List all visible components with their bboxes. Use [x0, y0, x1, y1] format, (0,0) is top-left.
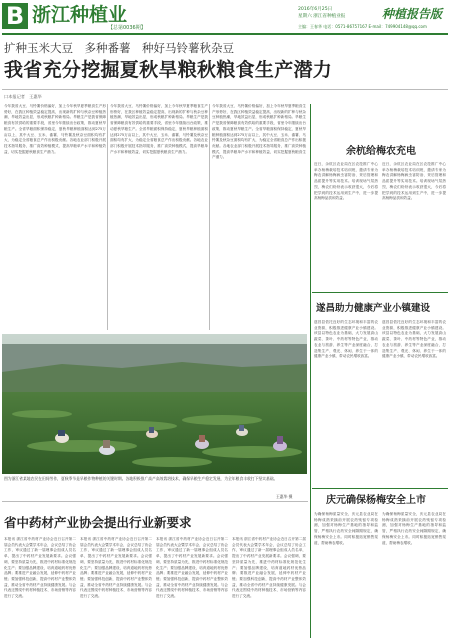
masthead-rule [2, 33, 448, 35]
sidebar-divider [310, 104, 311, 638]
weekday-line: 星期六 浙江省种植业报 [298, 14, 346, 19]
lead-kicker: 扩种玉米大豆 多种番薯 种好马铃薯秋杂豆 [4, 41, 234, 55]
sidebar1-headline: 余杭给梅农充电 [346, 146, 416, 157]
article2-body: 本报讯 浙江省中药材产业协会近日召开第二届会员代表大会暨学术年会，会议总结了协会工作，审议通过了新一届理事会组成人员名单，提出了中药材产业发展新要求。会议强调，要坚持质量为先，推进中药材标准化规范化生产；要加强品牌建设，培育道地药材优势品牌；要推进产业融合发展，延伸中药材产业链；要加强科技创新，提高中药材产业整体效益，推动全省中药材产业持续健康发展。与会代表还围绕中药材种植技术、市场营销等内容进行了交流。 [4, 537, 76, 599]
lead-byline: 口本报记者 王惠华 [4, 94, 42, 99]
sidebar3-body-col2: 为确保杨梅质量安全，庆元县农业局在杨梅成熟采摘前开展农药残留专项检测，加强对杨梅生产基地的指导和监管，严格执行农药安全间隔期规定，确保杨梅安全上市。同时积极拓宽销售渠道，帮助梅农增收。 [382, 512, 446, 545]
sidebar2-headline: 遂昌助力健康产业小镇建设 [316, 303, 431, 314]
editor-line: 主编：王春华 电话：0571-86757167 E-mail：749904148@qq.com [298, 24, 427, 29]
sidebar2-body: 遂昌县依托良好的生态环境和丰富的农业资源，积极推进健康产业小镇建设。该县以特色农业为基础，大力发展高山蔬菜、茶叶、中药材等特色产业，推动农业与旅游、养生等产业深度融合，打造集生产、观光、休闲、养生于一体的健康产业小镇，带动农民增收致富。 [314, 320, 378, 359]
issue-number: 【总第0036期】 [108, 25, 146, 31]
sidebar3-headline: 庆元确保杨梅安全上市 [326, 495, 426, 506]
section-letter: B [2, 3, 28, 29]
column-divider [107, 104, 108, 330]
photo-credit: 王惠华 摄 [276, 494, 293, 499]
sidebar1-body: 近日，余杭区农业局在区农技推广中心举办杨梅栽培技术培训班，邀请专家为梅农讲解杨梅病虫害防治、采后管理和品质提升等实用技术。培训现场气氛热烈，梅农们纷纷表示收获很大，今后将把学到的技术运用到生产中，进一步提高杨梅品质和效益。 [314, 162, 378, 201]
masthead [0, 0, 450, 34]
sidebar-rule [312, 292, 448, 293]
column-divider [209, 104, 210, 330]
field-photo [2, 334, 307, 474]
paper-name: 种植报告版 [382, 7, 443, 21]
lead-body: 今年我省大豆、马铃薯价格偏好，加上今年秋旱夏季粮食生产形势好，在我区种植效益稳定提高，出现新的扩种与秋杂豆种植热潮，旱地效益出显，形成秋粮扩种新格局。旱粮生产是我省保障粮食有效供给的重要手段，省里今年继续出台政策，推动夏秋旱粮生产。全省旱粮面积保持稳定，夏秋旱粮种植面积达到275万亩以上，其中大豆、玉米、番薯、马铃薯及秋杂豆面积均有扩大，为稳定全省粮食总产作出积极贡献。各地农业部门积极开展技术指导服务，推广高效种植模式，提高旱粮单产水平和种植效益，切实挖掘夏秋粮食生产潜力。 [4, 104, 106, 154]
sidebar1-body-col2: 近日，余杭区农业局在区农技推广中心举办杨梅栽培技术培训班，邀请专家为梅农讲解杨梅病虫害防治、采后管理和品质提升等实用技术。培训现场气氛热烈，梅农们纷纷表示收获很大，今后将把学到的技术运用到生产中，进一步提高杨梅品质和效益。 [382, 162, 446, 201]
article2-headline: 省中药材产业协会提出行业新要求 [4, 515, 192, 530]
lead-body-col3: 今年我省大豆、马铃薯价格偏好，加上今年秋旱夏季粮食生产形势好，在我区种植效益稳定提高，出现新的扩种与秋杂豆种植热潮，旱地效益出显，形成秋粮扩种新格局。旱粮生产是我省保障粮食有效供给的重要手段，省里今年继续出台政策，推动夏秋旱粮生产。全省旱粮面积保持稳定，夏秋旱粮种植面积达到275万亩以上，其中大豆、玉米、番薯、马铃薯及秋杂豆面积均有扩大，为稳定全省粮食总产作出积极贡献。各地农业部门积极开展技术指导服务，推广高效种植模式，提高旱粮单产水平和种植效益，切实挖掘夏秋粮食生产潜力。 [212, 104, 306, 160]
article2-body-col2: 本报讯 浙江省中药材产业协会近日召开第二届会员代表大会暨学术年会，会议总结了协会工作，审议通过了新一届理事会组成人员名单，提出了中药材产业发展新要求。会议强调，要坚持质量为先，推进中药材标准化规范化生产；要加强品牌建设，培育道地药材优势品牌；要推进产业融合发展，延伸中药材产业链；要加强科技创新，提高中药材产业整体效益，推动全省中药材产业持续健康发展。与会代表还围绕中药材种植技术、市场营销等内容进行了交流。 [80, 537, 152, 599]
article2-body-col3: 本报讯 浙江省中药材产业协会近日召开第二届会员代表大会暨学术年会，会议总结了协会工作，审议通过了新一届理事会组成人员名单，提出了中药材产业发展新要求。会议强调，要坚持质量为先，推进中药材标准化规范化生产；要加强品牌建设，培育道地药材优势品牌；要推进产业融合发展，延伸中药材产业链；要加强科技创新，提高中药材产业整体效益，推动全省中药材产业持续健康发展。与会代表还围绕中药材种植技术、市场营销等内容进行了交流。 [156, 537, 228, 599]
lead-headline: 我省充分挖掘夏秋旱粮秋粮食生产潜力 [4, 59, 333, 81]
sidebar2-body-col2: 遂昌县依托良好的生态环境和丰富的农业资源，积极推进健康产业小镇建设。该县以特色农业为基础，大力发展高山蔬菜、茶叶、中药材等特色产业，推动农业与旅游、养生等产业深度融合，打造集生产、观光、休闲、养生于一体的健康产业小镇，带动农民增收致富。 [382, 320, 446, 359]
section-title: 浙江种植业 [32, 4, 128, 26]
lead-body-col2: 今年我省大豆、马铃薯价格偏好，加上今年秋旱夏季粮食生产形势好，在我区种植效益稳定提高，出现新的扩种与秋杂豆种植热潮，旱地效益出显，形成秋粮扩种新格局。旱粮生产是我省保障粮食有效供给的重要手段，省里今年继续出台政策，推动夏秋旱粮生产。全省旱粮面积保持稳定，夏秋旱粮种植面积达到275万亩以上，其中大豆、玉米、番薯、马铃薯及秋杂豆面积均有扩大，为稳定全省粮食总产作出积极贡献。各地农业部门积极开展技术指导服务，推广高效种植模式，提高旱粮单产水平和种植效益，切实挖掘夏秋粮食生产潜力。 [110, 104, 208, 154]
field-photo-image [2, 334, 307, 474]
date-line: 2016年6月25日 [298, 7, 333, 12]
article2-body-col4: 本报讯 浙江省中药材产业协会近日召开第二届会员代表大会暨学术年会，会议总结了协会工作，审议通过了新一届理事会组成人员名单，提出了中药材产业发展新要求。会议强调，要坚持质量为先，推进中药材标准化规范化生产；要加强品牌建设，培育道地药材优势品牌；要推进产业融合发展，延伸中药材产业链；要加强科技创新，提高中药材产业整体效益，推动全省中药材产业持续健康发展。与会代表还围绕中药材种植技术、市场营销等内容进行了交流。 [232, 537, 306, 599]
photo-rule [2, 501, 308, 502]
photo-caption: 图为浙江省某地农民在田间劳作，夏秋季节是旱粮作物种植的关键时期。各地积极推广高产高效栽培技术，确保旱粮生产稳定发展，为全年粮食丰收打下坚实基础。 [4, 476, 278, 481]
sidebar-rule [312, 488, 448, 489]
headline-rule [2, 89, 448, 90]
sidebar3-body: 为确保杨梅质量安全，庆元县农业局在杨梅成熟采摘前开展农药残留专项检测，加强对杨梅生产基地的指导和监管，严格执行农药安全间隔期规定，确保杨梅安全上市。同时积极拓宽销售渠道，帮助梅农增收。 [314, 512, 378, 545]
